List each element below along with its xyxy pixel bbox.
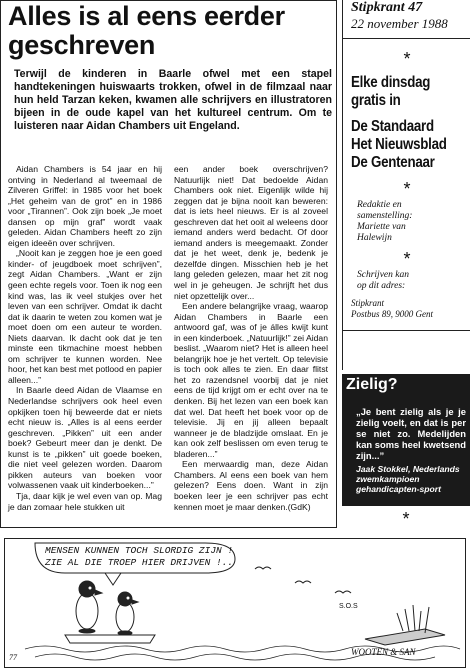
article-column-1 [8,164,162,512]
masthead [351,0,448,32]
newspaper-name: De Standaard [351,118,434,135]
star-icon: * [403,179,411,199]
ice-floe [65,635,155,643]
paragraph: „Nooit kan je zeggen hoe je een goed kinder- of jeugdboek moet schrijven”, zegt Aidan Chambers. „Want er zijn geen echte regels voor. Toen ik nog een kind was, las ik veel stukjes over het leven van een schrijver. Omdat ik dacht dat ik daarin te weten zou komen wat je moet doen om een auteur te worden. Niets daarvan. Ik dacht ook dat je ten minste een tikmachine moest hebben om schrijver te kunnen worden. Nee hoor, het kan best met potlood en papier alleen...” [8,248,162,385]
penguin-left [76,581,102,633]
issue-date: 22 november 1988 [351,16,448,31]
speech-line: ZIE AL DIE TROEP HIER DRIJVEN !.. [45,557,234,568]
paragraph: Aidan Chambers is 54 jaar en hij ontving in Nederland al tweemaal de Zilveren Griffel: in 1985 voor het boek „Het geheim van de grot” en in 1986 voor „Tirannen”. Ook zijn boek „Je moet dansen op mijn graf” wordt vaak geleden. Aidan Chambers heeft zo zijn eigen ideeën over schrijven. [8,164,162,248]
star-icon: * [403,49,411,69]
comic-strip [4,538,466,668]
newspaper-name: De Gentenaar [351,154,435,171]
paragraph: een ander boek overschrijven? Natuurlijk niet! Dat bedoelde Aidan Chambers ook niet. Eigenlijk wilde hij zeggen dat je bijna nooit kan beweren: dat is iets heel nieuws. Er is al zoveel geschreven dat het ooit al weleens door iemand anders werd bedacht. Of door iemand anders is meegemaakt. Zonder dat je het weet, denk je, bedenk je dezelfde dingen. Misschien heb je het lang geleden gelezen, maar het zit nog wel in je geheugen. Je schrijft het dus niet opzettelijk over... [174,164,328,301]
credits-line: Mariette van [357,222,406,232]
penguin-right [116,592,138,635]
zielig-signature: Jaak Stokkel, Nederlands zwemkampioen gehandicapten-sport [356,464,460,494]
speech-line: MENSEN KUNNEN TOCH SLORDIG ZIJN ! [45,545,234,556]
issue-label: Stipkrant 47 [351,0,423,15]
artist-signature: WOOTEN & SAN [351,647,416,657]
zielig-box [342,374,470,506]
credits-line: samenstelling: [357,211,413,221]
zielig-title: Zielig? [346,376,398,393]
star-icon: * [403,249,411,269]
article-column-2 [174,164,328,512]
article-title: Alles is al eens eerder geschreven [8,1,285,60]
comic-speech [45,545,233,569]
paragraph: Een andere belangrijke vraag, waarop Aidan Chambers in Baarle een antwoord gaf, was of je álles kwijt kunt in een kinderboek. „Natuurlijk!” zei Aidan beslist. „Waarom niet? Het is alleen heel belangrijk hoe je het vertelt. Op televisie is toch ook alles te zien. En daar flitst het zo razendsnel voorbij dat je niet eens de tijd krijgt om er echt over na te denken. Bij het lezen van een boek kan dat wel. Dat heeft het boek voor op de televisie. Jij en jij alleen bepaalt wanneer je de bladzijde omslaat. En je kan ook zelf beslissen om even terug te bladeren...” [174,301,328,459]
credits-line: Redaktie en [357,200,402,210]
address-line: Postbus 89, 9000 Gent [351,309,433,319]
contact-line: op dit adres: [357,281,406,291]
article-intro: Terwijl de kinderen in Baarle ofwel met een stapel handtekeningen huiswaarts trokken, ofwel in de filmzaal naar hun held Tarzan keken, kwamen alle schrijvers en illustratoren bijeen in de oude kapel van het kultureel centrum. Om te luisteren naar Aidan Chambers uit Engeland. [14,68,332,132]
divider [343,38,470,39]
divider [343,330,470,331]
sidebar [342,0,470,370]
newspaper-name: Het Nieuwsblad [351,136,447,153]
paragraph: In Baarle deed Aidan de Vlaamse en Nederlandse schrijvers ook heel even opkijken toen hij beweerde dat er niets echt nieuw is. „Alles is al eens eerder geschreven. „Pikken” uit een ander boek? Gebeurt meer dan je denkt. De kunst is te „pikken” uit goede boeken, die niet veel gelezen worden. Daarom pikken auteurs van boeken voor volwassenen vaak uit kinderboeken...” [8,385,162,491]
star-icon: * [402,509,410,529]
promo-line: gratis in [351,92,401,109]
contact-line: Schrijven kan [357,270,409,280]
promo-line: Elke dinsdag [351,74,431,91]
credits-line: Halewijn [357,233,392,243]
paragraph: Een merwaardig man, deze Aidan Chambers. Al eens een boek van hem gelezen? Eens doen. Want in zijn boeken leer je een schrijver pas echt kennen moet je maar denken.(GdK) [174,459,328,512]
sos-label: S.O.S [339,603,358,610]
page-number: 77 [9,653,17,662]
address-line: Stipkrant [351,298,384,308]
paragraph: Tja, daar kijk je wel even van op. Mag je dan zomaar hele stukken uit [8,490,162,512]
zielig-quote: „Je bent zielig als je je zielig voelt, en dat is per se niet zo. Medelijden kan soms heel kwetsend zijn...” [356,406,466,461]
